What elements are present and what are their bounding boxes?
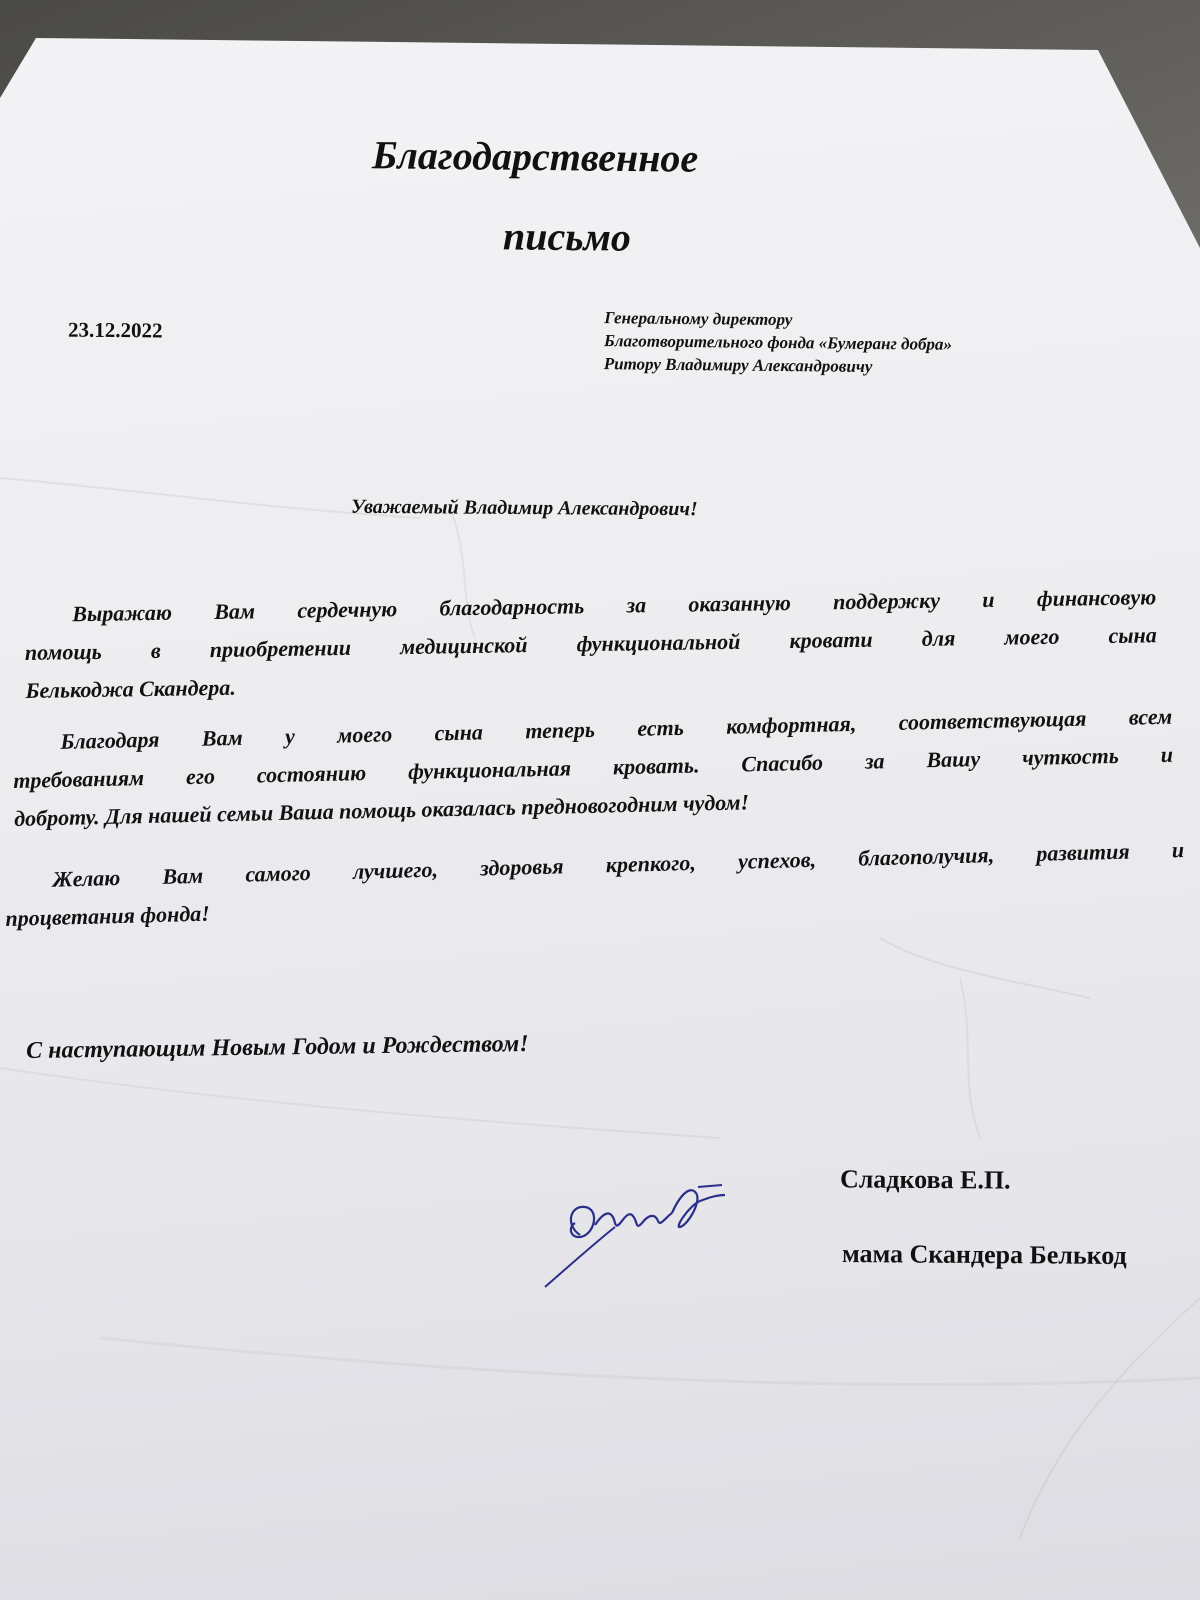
addressee-line: Ритору Владимиру Александровичу bbox=[603, 354, 873, 376]
paragraph-line: Белькоджа Скандера. bbox=[25, 674, 236, 703]
paragraph-line: Благодаря Вам у моего сына теперь есть комфортная, соответствующая всем bbox=[60, 703, 1173, 754]
paragraph-line: процветания фонда! bbox=[5, 900, 211, 931]
paragraph-line: Желаю Вам самого лучшего, здоровья крепкого, успехов, благополучия, развития и bbox=[52, 837, 1185, 892]
paragraph-gratitude bbox=[24, 578, 1158, 710]
addressee-line: Благотворительного фонда «Бумеранг добра» bbox=[603, 331, 953, 354]
addressee-block bbox=[604, 306, 953, 379]
signer-role: мама Скандера Белькод bbox=[841, 1239, 1127, 1270]
signer-name: Сладкова Е.П. bbox=[839, 1164, 1011, 1195]
letter-title-line2: письмо bbox=[502, 213, 632, 260]
letter-date: 23.12.2022 bbox=[67, 317, 163, 343]
handwritten-signature bbox=[540, 1165, 740, 1295]
paragraph-line: требованиям его состоянию функциональная кровать. Спасибо за Вашу чуткость и bbox=[12, 741, 1174, 793]
addressee-line: Генеральному директору bbox=[604, 308, 793, 330]
greeting: Уважаемый Владимир Александрович! bbox=[350, 495, 698, 521]
paragraph-line: помощь в приобретении медицинской функциональной кровати для моего сына bbox=[24, 622, 1157, 665]
paragraph-line: доброту. Для нашей семьи Ваша помощь оказалась предновогодним чудом! bbox=[13, 789, 750, 831]
paragraph-line: Выражаю Вам сердечную благодарность за оказанную поддержку и финансовую bbox=[72, 584, 1157, 627]
letter-title-line1: Благодарственное bbox=[371, 132, 699, 181]
holiday-wish: С наступающим Новым Годом и Рождеством! bbox=[26, 1030, 529, 1064]
